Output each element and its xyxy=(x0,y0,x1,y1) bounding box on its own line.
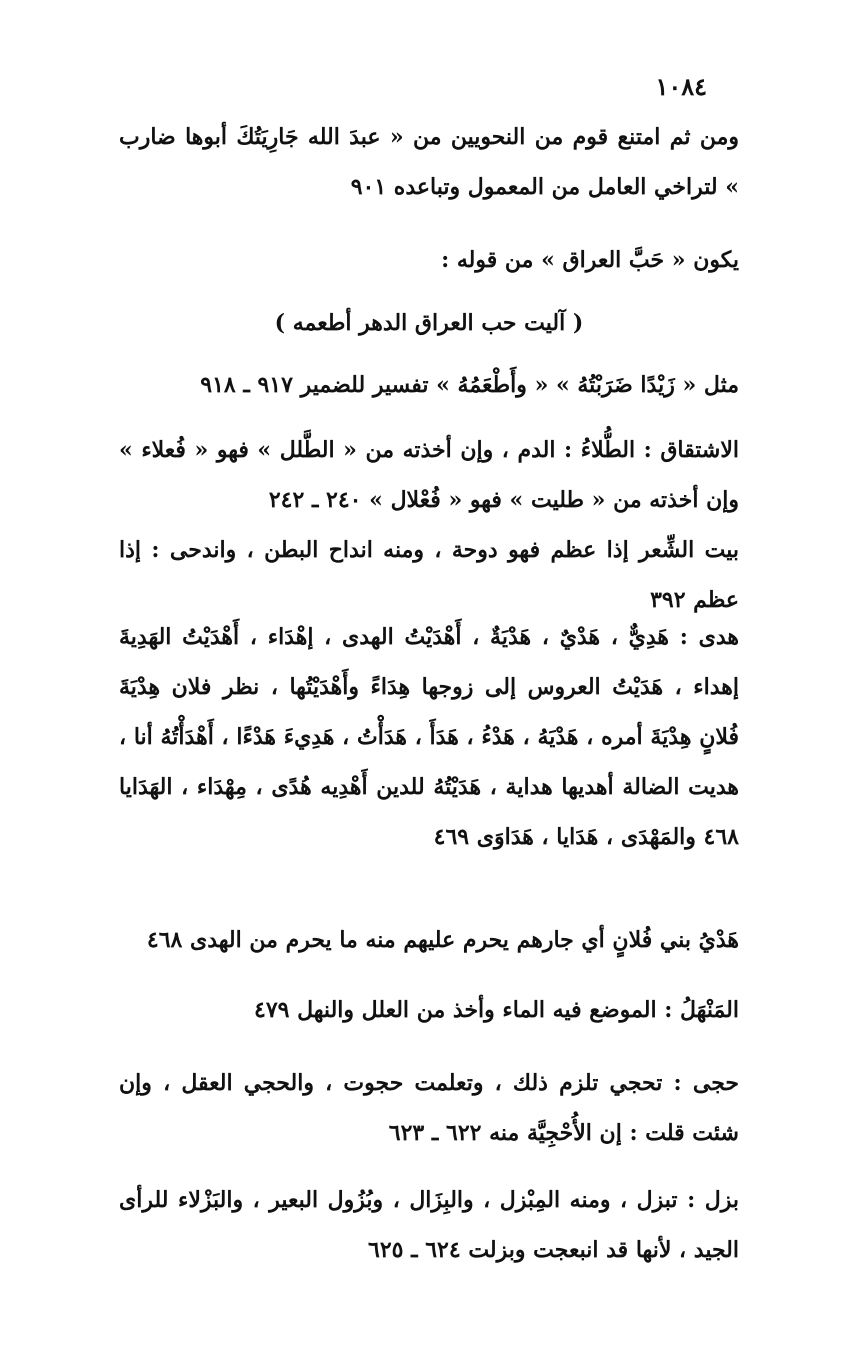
page-number: ١٠٨٤ xyxy=(655,72,707,101)
entry-tarakhi: ومن ثم امتنع قوم من النحويين من « عبدَ الله جَارِيَتُكَ أبوها ضارب » لتراخي العامل من المعمول وتباعده ٩٠١ xyxy=(119,124,739,200)
entry-hija: حجى : تحجي تلزم ذلك ، وتعلمت حجوت ، والحجي العقل ، وإن شئت قلت : إن الأُحْجِيَّة منه ٦٢٢ ـ ٦٢٣ xyxy=(119,1070,739,1146)
entry-tafsir-damir: مثل « زَيْدًا ضَرَبْتُهُ » « وأَطْعَمُهُ » تفسير للضمير ٩١٧ ـ ٩١٨ xyxy=(200,372,739,398)
entry-hubb-al-iraq: يكون « حَبَّ العراق » من قوله : xyxy=(441,247,739,273)
entry-hady-bani-fulan: هَدْيُ بني فُلانٍ أي جارهم يحرم عليهم منه ما يحرم من الهدى ٤٦٨ xyxy=(146,927,739,953)
entry-bazal: بزل : تبزل ، ومنه المِبْزل ، والبِزَال ، وبُزُول البعير ، والبَزْلاء للرأى الجيد ، لأنها قد انبعجت وبزلت ٦٢٤ ـ ٦٢٥ xyxy=(119,1187,739,1263)
entry-huda: هدى : هَدِيٌّ ، هَدْيٌ ، هَدْيَةٌ ، أَهْدَيْتُ الهدى ، إهْدَاء ، أَهْدَيْتُ الهَدِيةَ إهداء ، هَدَيْتُ العروس إلى زوجها هِدَاءً وأَهْدَيْتُها ، نظر فلان هِدْيَةَ فُلانٍ هِدْيَةَ أمره ، هَدْيَهُ ، هَدْءُ ، هَدَأَ ، هَدَأْتُ ، هَدِيءَ هَدْءًا ، أَهْدَأْتُهُ أنا ، هديت الضالة أهديها هداية ، هَدَيْتُهُ للدين أَهْدِيه هُدًى ، مِهْدَاء ، الهَدَايا ٤٦٨ والمَهْدَى ، هَدَايا ، هَدَاوَى ٤٦٩ xyxy=(119,624,739,850)
entry-verse: ( آليت حب العراق الدهر أطعمه ) xyxy=(274,310,584,336)
entry-manhal: المَنْهَلُ : الموضع فيه الماء وأخذ من العلل والنهل ٤٧٩ xyxy=(254,997,739,1023)
entry-ishtiqaq: الاشتقاق : الطُّلاءُ : الدم ، وإن أخذته من « الطَّلل » فهو « فُعلاء » وإن أخذته من « طليت » فهو « فُعْلال » ٢٤٠ ـ ٢٤٢ xyxy=(119,437,739,513)
entry-dawha: بيت الشِّعر إذا عظم فهو دوحة ، ومنه انداح البطن ، واندحى : إذا عظم ٣٩٢ xyxy=(119,537,739,613)
